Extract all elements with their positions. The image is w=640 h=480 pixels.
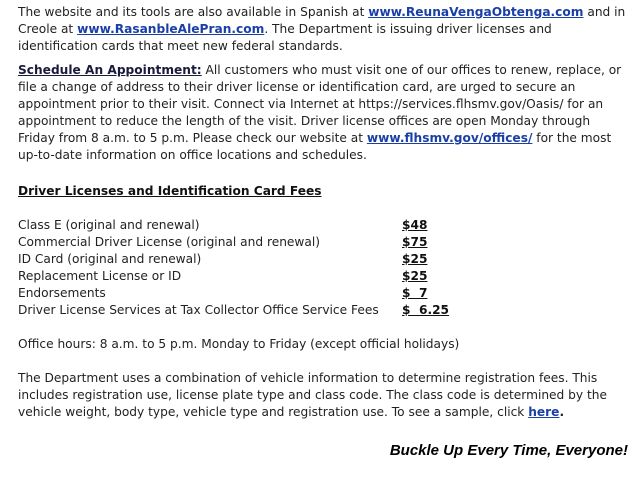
fee-label: Commercial Driver License (original and renewal)	[18, 235, 320, 249]
appointment-text-2: for the most up-to-date information on office locations and schedules.	[18, 131, 612, 162]
sample-here-link[interactable]: here	[528, 405, 560, 419]
fee-amount: $ 6.25	[402, 303, 450, 317]
slogan: Buckle Up Every Time, Everyone!	[389, 442, 628, 459]
page-content	[18, 4, 630, 421]
registration-text-2: .	[559, 405, 565, 419]
intro-paragraph	[18, 4, 630, 55]
spanish-site-link[interactable]: www.ReunaVengaObtenga.com	[368, 5, 584, 19]
fee-row	[18, 268, 630, 285]
fee-label: Class E (original and renewal)	[18, 218, 200, 232]
fee-row	[18, 251, 630, 268]
intro-text-1: The website and its tools are also available in Spanish at	[18, 5, 369, 19]
fee-amount: $48	[402, 218, 428, 232]
fee-amount: $25	[402, 269, 428, 283]
fees-table	[18, 217, 630, 319]
fee-row	[18, 217, 630, 234]
fee-amount: $25	[402, 252, 428, 266]
office-hours: Office hours: 8 a.m. to 5 p.m. Monday to Friday (except official holidays)	[18, 337, 460, 351]
fee-label: Endorsements	[18, 286, 106, 300]
fee-row	[18, 302, 630, 319]
appointment-paragraph	[18, 62, 630, 164]
fee-row	[18, 234, 630, 251]
registration-text-1: The Department uses a combination of vehicle information to determine registration fees. This includes registration use, license plate type and class code. The class code is determined by the vehicle weight, body type, vehicle type and registration use. To see a sample, click	[18, 371, 607, 419]
appointment-text-1: All customers who must visit one of our offices to renew, replace, or file a change of address to their driver license or identification card, are urged to secure an appointment prior to their visit. Connect via Internet at https://services.flhsmv.gov/Oasis/ for an appointment to reduce the length of the visit. Driver license offices are open Monday through Friday from 8 a.m. to 5 p.m. Please check our website at	[18, 63, 622, 145]
intro-text-2: and in Creole at	[18, 5, 626, 36]
creole-site-link[interactable]: www.RasanbleAlePran.com	[77, 22, 265, 36]
offices-link[interactable]: www.flhsmv.gov/offices/	[366, 131, 533, 145]
intro-text-3: . The Department is issuing driver licenses and identification cards that meet new federal standards.	[18, 22, 552, 53]
fee-label: ID Card (original and renewal)	[18, 252, 202, 266]
fee-amount: $ 7	[402, 286, 428, 300]
fee-row	[18, 285, 630, 302]
appointment-heading: Schedule An Appointment:	[18, 63, 202, 77]
fee-label: Replacement License or ID	[18, 269, 182, 283]
fee-label: Driver License Services at Tax Collector Office Service Fees	[18, 303, 379, 317]
fees-heading: Driver Licenses and Identification Card Fees	[18, 184, 322, 198]
registration-paragraph	[18, 370, 630, 421]
fee-amount: $75	[402, 235, 428, 249]
